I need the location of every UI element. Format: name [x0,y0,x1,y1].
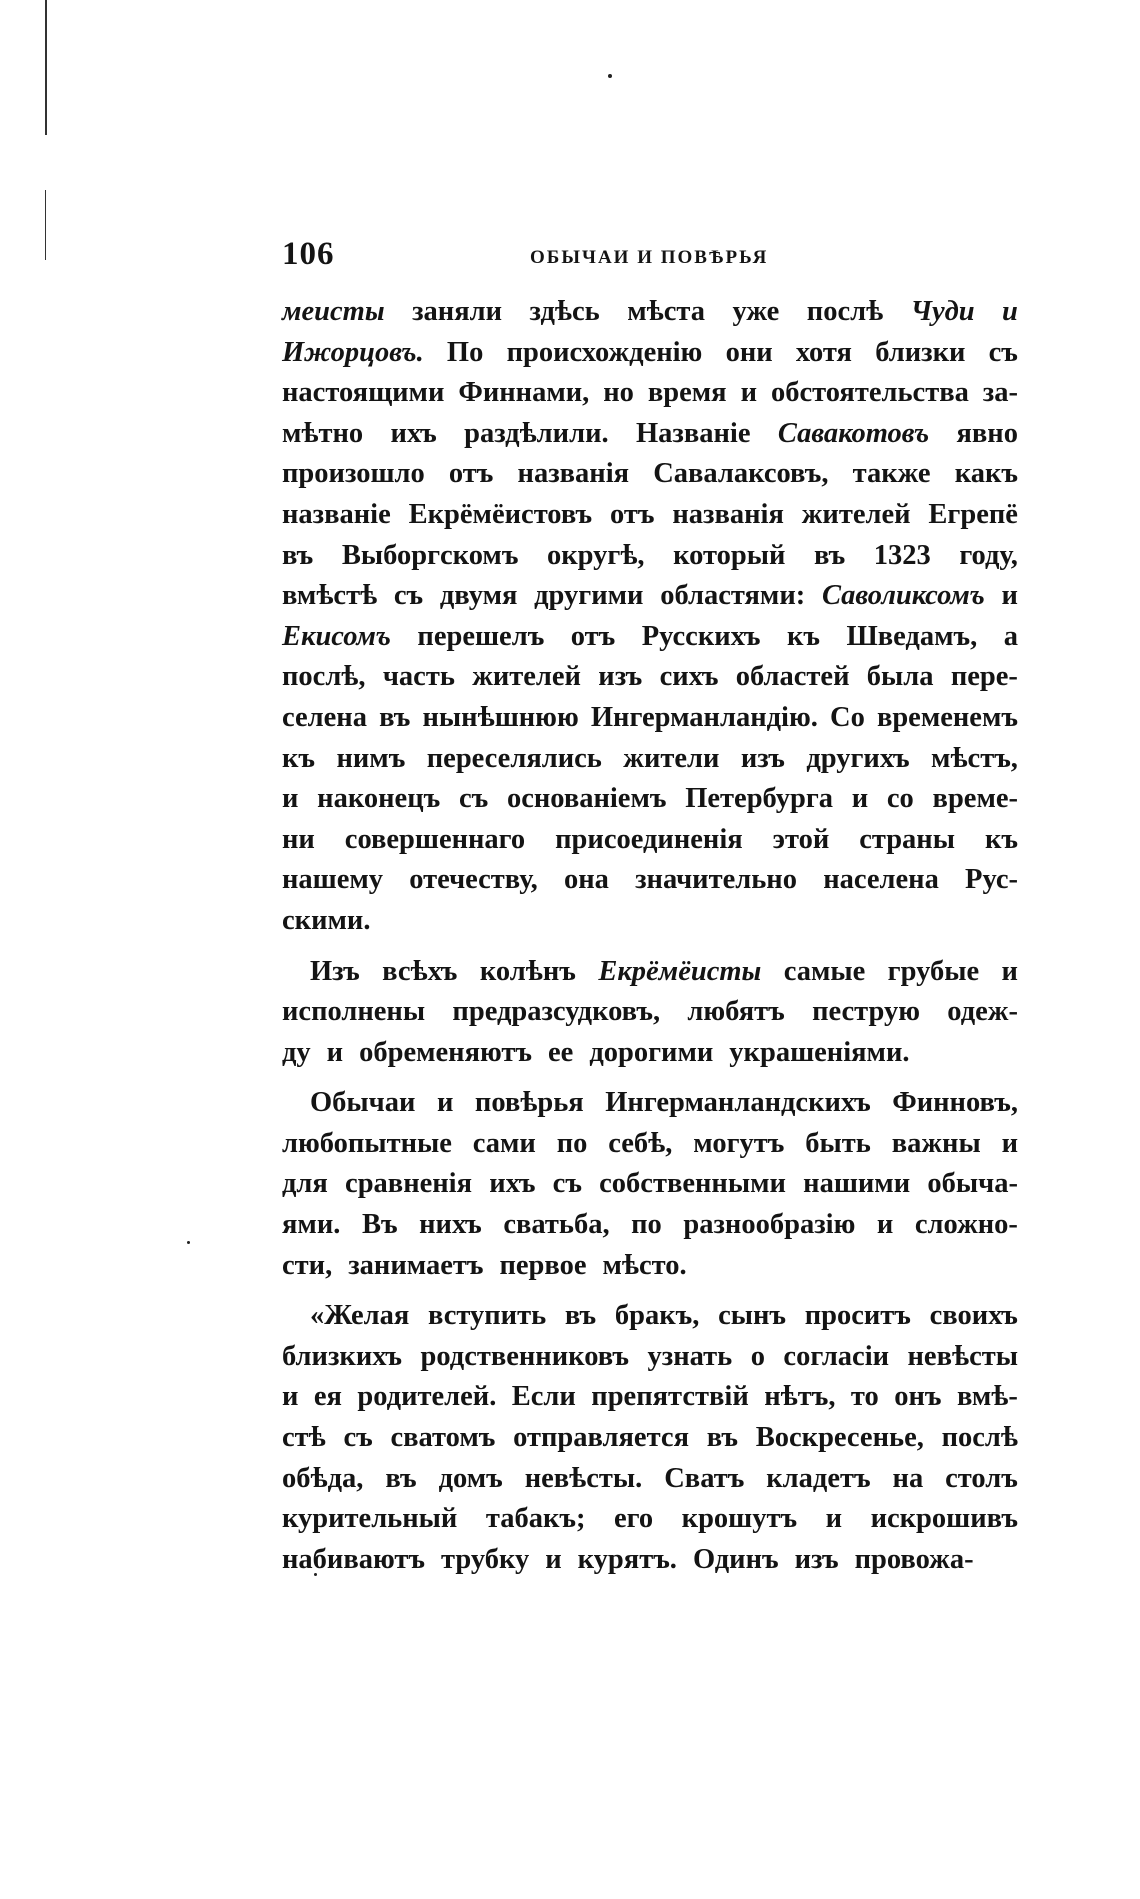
word: и [545,1543,562,1575]
word: нихъ [419,1209,482,1241]
word: нашими [803,1168,911,1200]
text-line [282,617,1018,658]
text-line [282,1337,1018,1378]
word: собственными [599,1168,786,1200]
word: для [282,1168,328,1200]
word: нимъ [336,742,406,774]
word: нынѣшнюю [422,701,579,733]
word: ихъ [489,1168,536,1200]
word: отечеству, [409,864,538,896]
word: и [436,1087,454,1119]
text-line [282,820,1018,861]
word: набиваютъ [282,1543,426,1575]
paragraph-gap [282,1286,1018,1296]
text-line [282,1124,1018,1165]
word: то [850,1381,879,1413]
word: бракъ, [614,1300,700,1332]
word: домъ [438,1462,503,1494]
word: заняли [412,296,503,327]
word: сихъ [659,661,719,693]
word: этой [772,823,830,855]
scan-edge-line [45,0,47,135]
word: послѣ [806,296,884,327]
word: жителей [472,661,581,693]
word: невѣсты. [524,1462,643,1494]
word: Егрепё [928,498,1018,530]
word: любопытные [282,1127,452,1159]
word: Петербурга [685,783,834,815]
word: населена [823,864,939,896]
word: Шведамъ, [846,620,978,652]
word: она [563,864,609,896]
word: искрошивъ [870,1503,1018,1535]
word: самые [783,955,866,987]
text-line [282,779,1018,820]
word: произошло [282,458,425,490]
text-line [282,1164,1018,1205]
word: послѣ, [282,661,366,693]
word: селена [282,701,367,733]
text-line [282,373,1018,414]
word: могутъ [693,1127,785,1159]
word: По [446,336,484,368]
word: происхожденію [506,336,703,368]
word: Обычаи [310,1087,416,1119]
word: страны [859,823,955,855]
word: и [740,377,757,409]
word: въ [813,539,846,571]
word: явно [956,417,1018,449]
word: курятъ. [577,1543,677,1575]
word: послѣ [941,1422,1018,1454]
text-line [282,1296,1018,1337]
word: совершеннаго [344,823,526,855]
word: въ [282,539,314,571]
word: 1323 [873,539,931,571]
word: изъ [740,742,785,774]
word: и [1001,580,1018,612]
word: первое [499,1249,587,1281]
word: исполнены [282,996,426,1028]
word: обстоятельства [770,377,969,409]
word: временемъ [876,701,1018,733]
text-line [282,576,1018,617]
paragraph [282,1083,1018,1286]
word: и [825,1503,843,1535]
word: была [866,661,934,693]
paragraph-gap [282,942,1018,952]
word: онъ [894,1381,942,1413]
word: уже [732,296,780,327]
text-line [282,1418,1018,1459]
word: мѣста [627,296,705,327]
word: узнать [647,1340,733,1372]
text-line [282,1459,1018,1500]
text-line [282,739,1018,780]
scan-speck [187,1241,190,1244]
text-line [282,698,1018,739]
text-line [282,1499,1018,1540]
word: отъ [570,620,616,652]
word: основаніемъ [506,783,667,815]
scan-edge-mark [45,190,46,260]
word: и [1002,296,1018,327]
word: близкихъ [282,1340,403,1372]
word: невѣсты [907,1340,1018,1372]
text-line [282,292,1018,333]
word: столъ [945,1462,1018,1494]
text-line [282,901,1018,942]
word: предразсудковъ, [452,996,661,1028]
text-line [282,952,1018,993]
word: двумя [439,580,518,612]
word: Финнами, [458,377,590,409]
word: Рус- [965,864,1018,896]
text-line [282,333,1018,374]
word: вмѣстѣ [282,580,378,612]
word: областями: [660,580,806,612]
word: году, [959,539,1018,571]
word: значительно [635,864,797,896]
word: проситъ [804,1300,911,1332]
word: Если [511,1381,576,1413]
text-line [282,992,1018,1033]
text-line [282,1246,1018,1287]
text-line [282,1033,1018,1074]
word: разнообразію [683,1209,856,1241]
word: здѣсь [529,296,600,327]
word: Названіе [635,417,751,449]
text-line [282,860,1018,901]
word: также [852,458,931,490]
word: изъ [794,1543,839,1575]
word: Чуди [910,296,975,327]
word: названія [672,498,784,530]
paragraph [282,952,1018,1074]
word: стѣ [282,1422,326,1454]
word: сынъ [718,1300,787,1332]
word: мѣсто. [602,1249,687,1281]
word: названія [517,458,630,490]
word: Русскихъ [641,620,761,652]
word: какъ [954,458,1018,490]
word: съ [393,580,424,612]
word: ее [548,1036,574,1068]
word: пере- [950,661,1018,693]
word: жители [623,742,720,774]
word: Ингерманландскихъ [605,1087,871,1119]
word: важны [891,1127,981,1159]
word: сложно- [914,1209,1018,1241]
word: повѣрья [474,1087,584,1119]
word: Одинъ [692,1543,779,1575]
paragraph [282,1296,1018,1580]
word: областей [735,661,850,693]
word: препятствій [591,1381,749,1413]
text-line [282,536,1018,577]
word: меисты [282,296,385,327]
word: перешелъ [417,620,545,652]
word: сти, [282,1249,333,1281]
word: вмѣ- [956,1381,1018,1413]
word: любятъ [687,996,785,1028]
word: раздѣлили. [464,417,609,449]
word: занимаетъ [348,1249,484,1281]
word: Изъ [310,955,360,987]
word: трубку [441,1543,530,1575]
word: о [750,1340,765,1372]
word: на [892,1462,924,1494]
word: мѣтно [282,417,364,449]
word: Воскресенье, [755,1422,924,1454]
word: наконецъ [317,783,441,815]
word: отъ [610,498,655,530]
word: въ [706,1422,739,1454]
word: и [326,1036,344,1068]
text-line [282,1377,1018,1418]
word: родственниковъ [420,1340,630,1372]
word: со [886,783,914,815]
word: сватомъ [390,1422,496,1454]
word: украшеніями. [729,1036,910,1068]
scan-speck [608,74,612,78]
word: Ингерманландію. [590,701,818,733]
word: который [673,539,786,571]
word: за- [982,377,1018,409]
text-line [282,1083,1018,1124]
page-number: 106 [282,236,335,272]
word: отправляется [513,1422,689,1454]
word: сватьба, [503,1209,610,1241]
text-line [282,1540,1018,1581]
word: Финновъ, [892,1087,1018,1119]
word: мѣстъ, [931,742,1018,774]
word: одеж- [947,996,1018,1028]
word: крошутъ [681,1503,798,1535]
running-title: ОБЫЧАИ И ПОВѢРЬЯ [530,247,769,268]
word: другими [534,580,644,612]
word: Сватъ [664,1462,745,1494]
word: нашему [282,864,384,896]
word: отъ [448,458,494,490]
word: обѣда, [282,1462,364,1494]
paragraph-gap [282,1073,1018,1083]
word: обыча- [927,1168,1018,1200]
word: переселялись [426,742,602,774]
word: жителей [801,498,911,530]
word: къ [282,742,316,774]
word: его [614,1503,654,1535]
word: и [1001,955,1018,987]
text-line [282,657,1018,698]
word: къ [786,620,820,652]
text-body [282,292,1018,1580]
word: Екрёмёистовъ [408,498,593,530]
word: округѣ, [546,539,645,571]
word: сравненія [345,1168,473,1200]
word: въ [564,1300,597,1332]
word: другихъ [806,742,910,774]
word: ями. [282,1209,341,1241]
word: близки [875,336,966,368]
word: дорогими [589,1036,714,1068]
paragraph [282,292,1018,942]
word: Екрёмёисты [598,955,762,987]
word: Савалаксовъ, [653,458,829,490]
word: въ [379,701,411,733]
word: Со [829,701,865,733]
word: съ [552,1168,582,1200]
word: всѣхъ [382,955,458,987]
word: време- [932,783,1018,815]
word: съ [988,336,1018,368]
word: Екисомъ [282,620,391,652]
text-line [282,1205,1018,1246]
word: по [631,1209,662,1241]
word: въ [385,1462,417,1494]
word: себѣ, [608,1127,673,1159]
word: Въ [361,1209,398,1241]
word: ду [282,1036,311,1068]
word: вступить [427,1300,547,1332]
word: они [725,336,773,368]
word: Савакотовъ [777,417,930,449]
word: грубые [887,955,980,987]
word: и [282,1381,299,1413]
word: кладетъ [766,1462,871,1494]
word: ихъ [390,417,437,449]
word: сами [472,1127,536,1159]
word: нѣтъ, [764,1381,836,1413]
word: присоединенія [555,823,743,855]
word: съ [343,1422,373,1454]
text-line [282,414,1018,455]
word: и [282,783,299,815]
word: по [556,1127,588,1159]
page-header [282,236,1018,276]
word: колѣнъ [479,955,576,987]
word: «Желая [310,1300,410,1332]
word: ея [313,1381,342,1413]
word: изъ [598,661,643,693]
word: а [1003,620,1018,652]
word: курительный [282,1503,458,1535]
word: табакъ; [485,1503,586,1535]
text-line [282,495,1018,536]
word: скими. [282,904,371,936]
word: и [851,783,869,815]
word: и [876,1209,894,1241]
word: провожа- [854,1543,974,1575]
word: настоящими [282,377,445,409]
word: обременяютъ [359,1036,533,1068]
word: Ижорцовъ. [282,336,424,368]
word: съ [458,783,489,815]
word: родителей. [357,1381,497,1413]
word: Саволиксомъ [821,580,985,612]
text-line [282,454,1018,495]
word: время [647,377,727,409]
word: къ [984,823,1018,855]
word: хотя [795,336,852,368]
word: названіе [282,498,391,530]
word: ни [282,823,315,855]
word: но [603,377,634,409]
word: пеструю [812,996,920,1028]
word: и [1001,1127,1018,1159]
word: часть [382,661,455,693]
word: быть [805,1127,871,1159]
word: своихъ [929,1300,1018,1332]
word: согласіи [783,1340,890,1372]
word: Выборгскомъ [341,539,519,571]
